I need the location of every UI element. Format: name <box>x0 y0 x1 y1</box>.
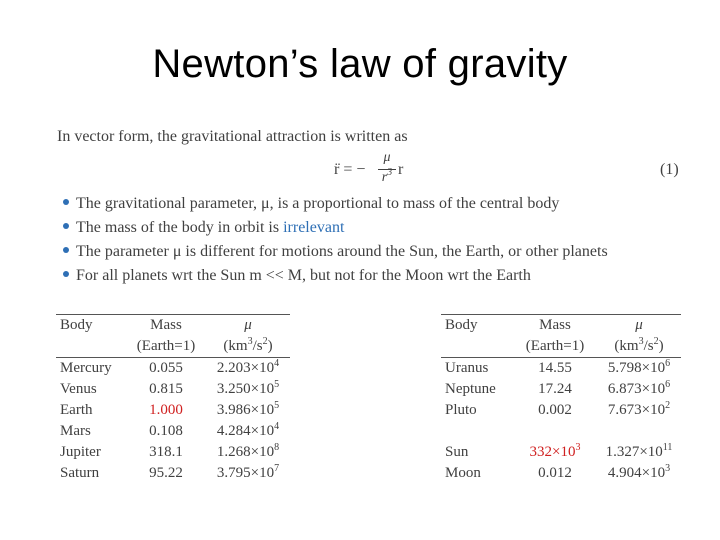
bullet-icon <box>63 223 69 229</box>
equation <box>334 150 454 190</box>
equation-lhs: r̈ = − <box>334 161 366 178</box>
planet-table-left <box>56 314 290 484</box>
bullet-item: For all planets wrt the Sun m << M, but not for the Moon wrt the Earth <box>63 265 608 289</box>
intro-text: In vector form, the gravitational attraction is written as <box>57 128 408 145</box>
table-row: Uranus 14.55 $5.798\times 10^6$ <box>445 358 671 376</box>
equation-denominator: $r^3$ <box>381 167 393 185</box>
header-body: Body <box>56 315 126 337</box>
table-row-spacer <box>441 421 681 442</box>
equation-rhs: r <box>398 161 404 178</box>
header-mu-unit: $(km^3/s^2)$ <box>206 336 290 358</box>
sun-mass-highlight: $332\times 10^3$ <box>529 442 581 460</box>
header-mass-unit: (Earth=1) <box>513 336 597 358</box>
table-row: Saturn 95.22 $3.795\times 10^7$ <box>60 463 280 481</box>
slide-title: Newton’s law of gravity <box>152 42 568 86</box>
table-row: Neptune 17.24 $6.873\times 10^6$ <box>445 379 671 397</box>
table-row: Mars 0.108 $4.284\times 10^4$ <box>60 421 280 439</box>
table-row: Pluto 0.002 $7.673\times 10^2$ <box>445 400 671 418</box>
header-mass-unit: (Earth=1) <box>126 336 206 358</box>
header-mass: Mass <box>513 315 597 337</box>
bullet-item: The parameter μ is different for motions around the Sun, the Earth, or other planets <box>63 241 608 265</box>
equation-number: (1) <box>660 161 679 178</box>
table-row: Venus 0.815 $3.250\times 10^5$ <box>60 379 280 397</box>
bullet-item: The mass of the body in orbit is irrelevant <box>63 217 608 241</box>
header-mu: μ <box>206 315 290 337</box>
table-row: Earth 1.000 $3.986\times 10^5$ <box>56 400 290 421</box>
equation-numerator: μ <box>383 150 391 165</box>
bullet-icon <box>63 247 69 253</box>
bullet-list <box>63 193 608 289</box>
table-row: Sun $332\times 10^3$ $1.327\times 10^{11}$ <box>441 442 681 463</box>
planet-table-right <box>441 314 681 484</box>
bullet-icon <box>63 271 69 277</box>
table-row: Mercury 0.055 $2.203\times 10^4$ <box>60 358 280 376</box>
irrelevant-link[interactable]: irrelevant <box>283 219 345 236</box>
table-row: Jupiter 318.1 $1.268\times 10^8$ <box>60 442 280 460</box>
header-mu: μ <box>597 315 681 337</box>
earth-mass-highlight: 1.000 <box>149 402 183 418</box>
header-mass: Mass <box>126 315 206 337</box>
table-row: Moon 0.012 $4.904\times 10^3$ <box>445 463 671 481</box>
header-body: Body <box>441 315 513 337</box>
bullet-icon <box>63 199 69 205</box>
header-mu-unit: $(km^3/s^2)$ <box>597 336 681 358</box>
bullet-item: The gravitational parameter, μ, is a proportional to mass of the central body <box>63 193 608 217</box>
